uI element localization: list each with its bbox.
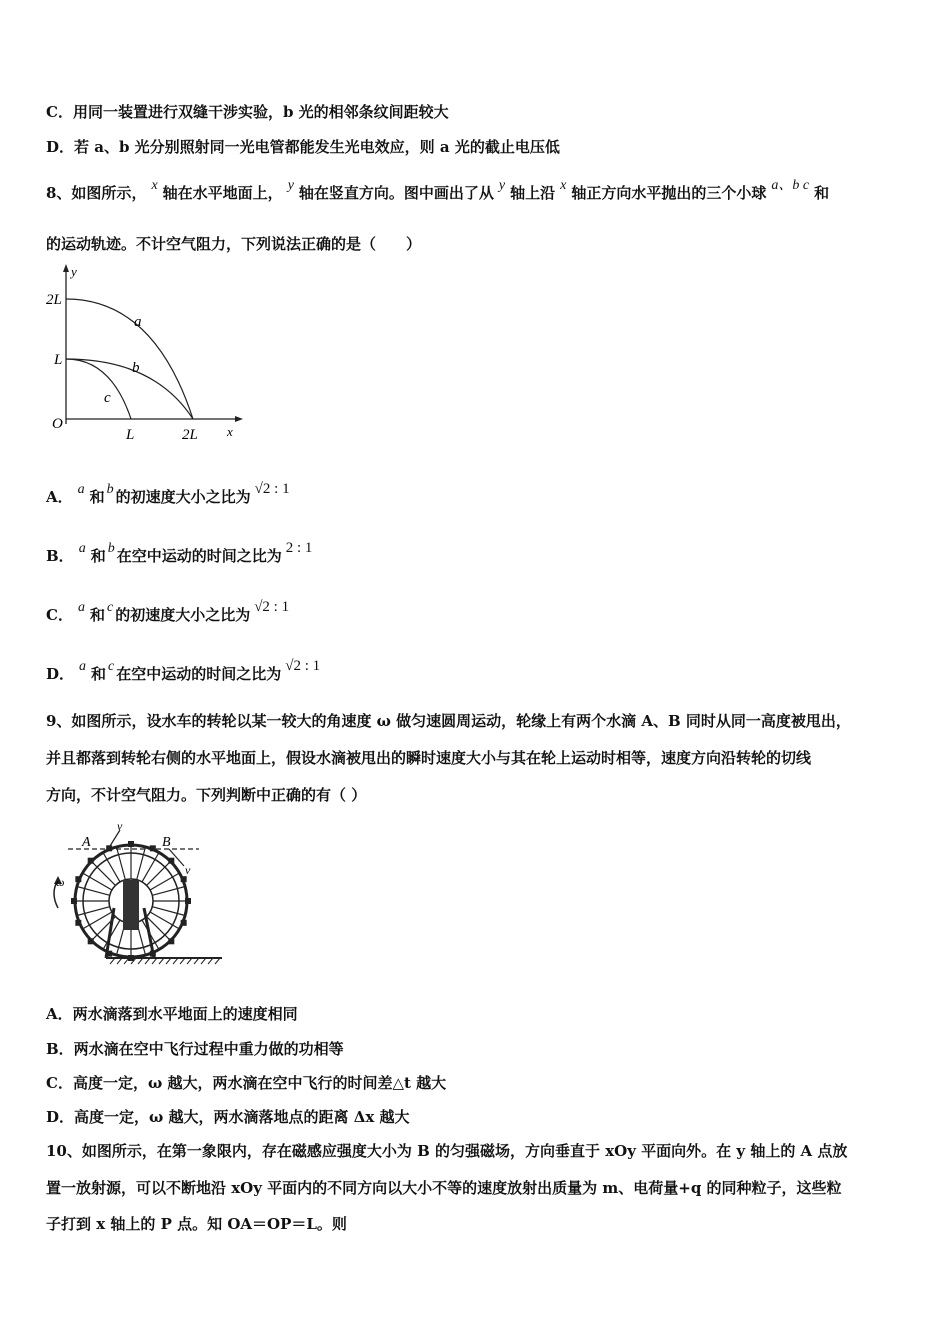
q8-option-a: A． a 和 b 的初速度大小之比为 √2 : 1 [46,481,290,506]
origin-label: O [52,416,63,432]
y-tick-L: L [54,352,63,368]
drop-b-label: B [162,835,171,850]
wheel-spoke [152,907,184,916]
wheel-spoke [152,887,184,896]
omega-label: ω [56,875,65,889]
wheel-paddle [106,845,112,851]
wheel-paddle [71,898,77,904]
q9-option-b: B．两水滴在空中飞行过程中重力做的功相等 [46,1040,344,1058]
q10-stem-line3: 子打到 x 轴上的 P 点。知 OA＝OP＝L。则 [46,1215,347,1233]
wheel-spoke [78,887,110,896]
velocity-b-label: v [185,863,191,877]
wheel-paddle [168,858,174,864]
x-tick-L: L [126,427,135,443]
prev-option-d: D．若 a、b 光分别照射同一光电管都能发生光电效应，则 a 光的截止电压低 [46,138,560,156]
wheel-paddle [181,876,187,882]
q9-option-c: C．高度一定，ω 越大，两水滴在空中飞行的时间差△t 越大 [46,1074,447,1092]
wheel-paddle [88,858,94,864]
wheel-spoke [137,848,146,880]
q8-trajectory-figure [44,262,249,447]
wheel-spoke [78,907,110,916]
wheel-paddle [106,951,112,957]
wheel-paddle [168,938,174,944]
wheel-spoke [92,862,115,885]
q9-stem-line2: 并且都落到转轮右侧的水平地面上，假设水滴被甩出的瞬时速度大小与其在轮上运动时相等，速度方向沿转轮的切线 [46,749,812,767]
velocity-a-label: v [117,819,123,833]
drop-a-label: A [82,835,91,850]
wheel-paddle [150,845,156,851]
wheel-paddle [181,920,187,926]
wheel-paddle [150,951,156,957]
q8-option-c: C． a 和 c 的初速度大小之比为 √2 : 1 [46,599,290,624]
wheel-paddle [88,938,94,944]
prev-option-c: C．用同一装置进行双缝干涉实验，b 光的相邻条纹间距较大 [46,103,449,121]
q9-stem-line1: 9、如图所示，设水车的转轮以某一较大的角速度 ω 做匀速圆周运动，轮缘上有两个水滴 A、B 同时从同一高度被甩出， [46,712,851,730]
q8-stem-line1: 8、如图所示， x 轴在水平地面上， y 轴在竖直方向。图中画出了从 y 轴上沿 x 轴正方向水平抛出的三个小球 a、b c 和 [46,178,830,202]
q10-stem-line1: 10、如图所示，在第一象限内，存在磁感应强度大小为 B 的匀强磁场，方向垂直于 xOy 平面向外。在 y 轴上的 A 点放 [46,1142,848,1160]
y-tick-2L: 2L [46,292,62,308]
x-axis-label: x [227,424,233,439]
q10-stem-line2: 置一放射源，可以不断地沿 xOy 平面内的不同方向以大小不等的速度放射出质量为 m、电荷量+q 的同种粒子，这些粒 [46,1179,842,1197]
curve-b-label: b [132,360,140,376]
x-tick-2L: 2L [182,427,198,443]
q8-option-d: D． a 和 c 在空中运动的时间之比为 √2 : 1 [46,658,321,683]
q9-option-d: D．高度一定，ω 越大，两水滴落地点的距离 Δx 越大 [46,1108,410,1126]
wheel-paddle [75,876,81,882]
q9-stem-line3: 方向，不计空气阻力。下列判断中正确的有（ ） [46,786,367,804]
wheel-paddle [75,920,81,926]
wheel-paddle [128,955,134,961]
curve-c-label: c [104,390,111,406]
y-axis-label: y [71,264,77,279]
q9-option-a: A．两水滴落到水平地面上的速度相同 [46,1005,298,1023]
wheel-paddle [128,841,134,847]
wheel-spoke [147,862,170,885]
curve-a-label: a [134,314,142,330]
q9-water-wheel-figure [44,818,229,968]
wheel-paddle [185,898,191,904]
q8-stem-line2: 的运动轨迹。不计空气阻力，下列说法正确的是（ ） [46,235,422,253]
wheel-spoke [117,848,126,880]
q8-option-b: B． a 和 b 在空中运动的时间之比为 2 : 1 [46,540,313,565]
